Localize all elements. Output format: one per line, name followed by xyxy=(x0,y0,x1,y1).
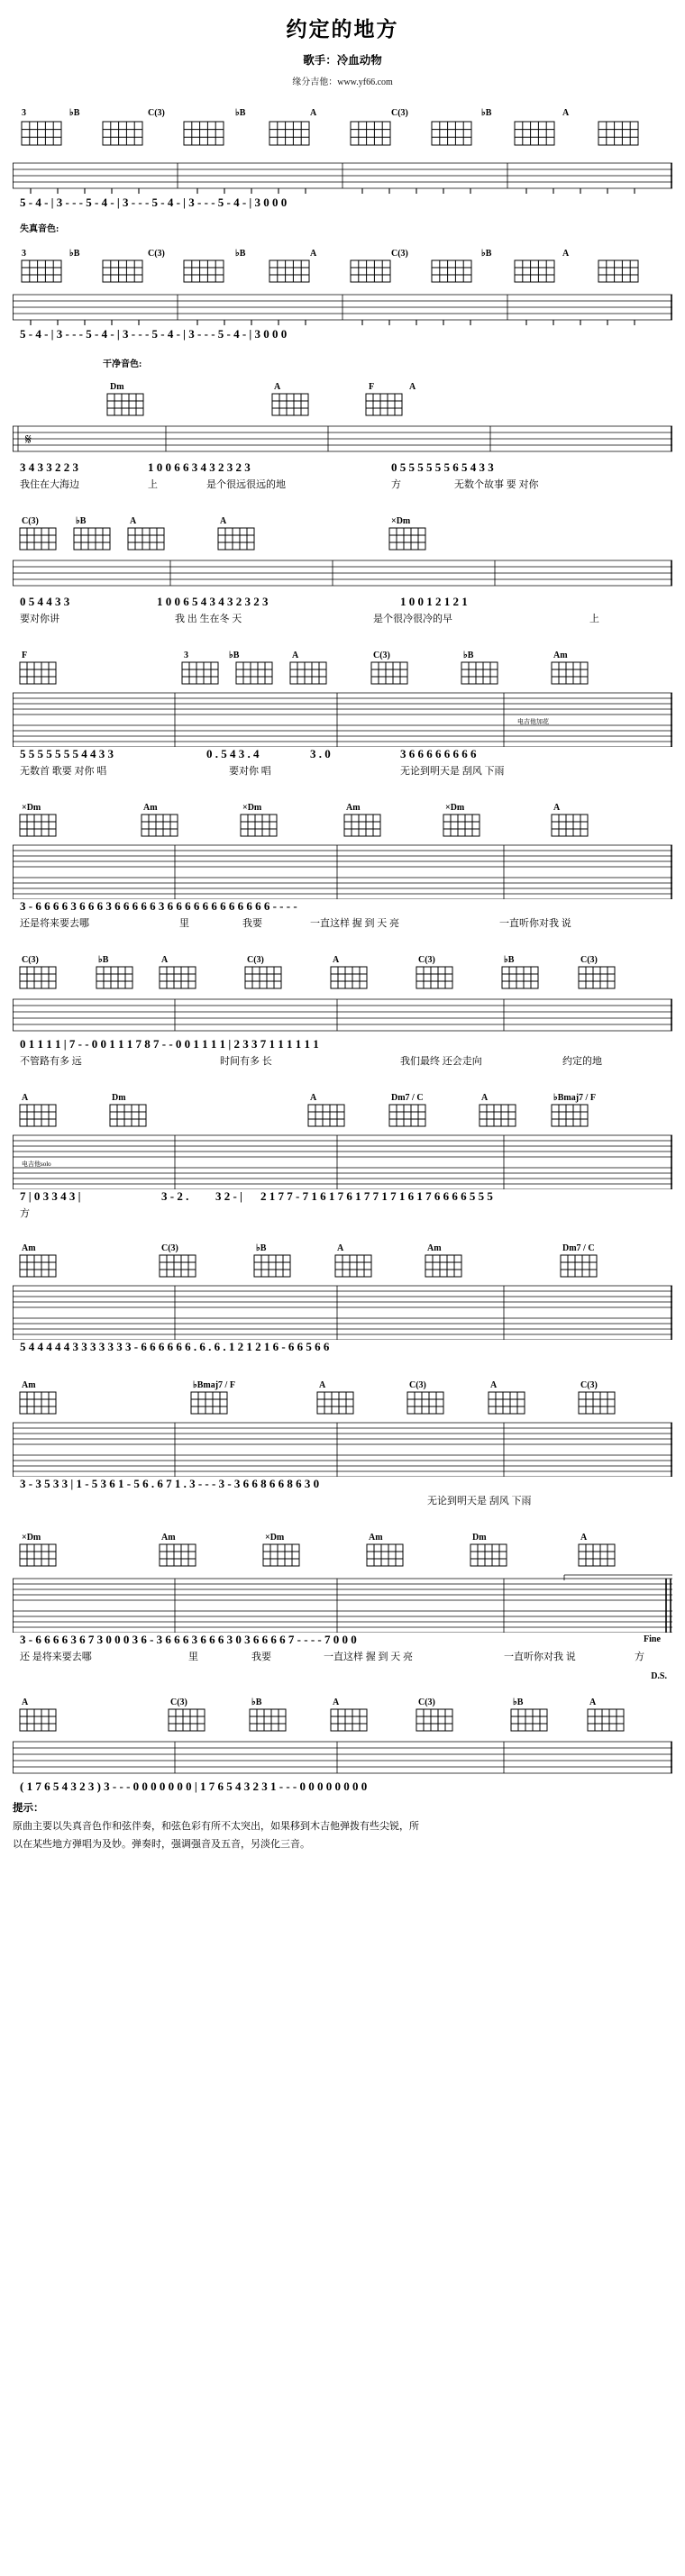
lyric-text: 无数首 歌要 对你 唱 xyxy=(20,766,107,777)
chord-label: ♭B xyxy=(69,108,80,118)
chord-label: C(3) xyxy=(247,955,264,965)
lyric-row xyxy=(13,477,672,492)
lyric-text: 一直听你对我 说 xyxy=(499,918,571,929)
tab-staff xyxy=(13,1738,672,1780)
number-notation-row xyxy=(13,1780,672,1796)
page-title: 约定的地方 xyxy=(286,18,399,41)
chord-label: Am xyxy=(143,803,158,813)
notation-text: 5 - 4 - | 3 - - - 5 - 4 - | 3 - - - 5 - 4 - | 3 - - - 5 - 4 - | 3 0 0 0 xyxy=(20,327,288,341)
chord-label: ♭B xyxy=(256,1243,267,1253)
system-12 xyxy=(13,1673,672,1796)
lyric-text: 上 xyxy=(589,614,599,624)
chord-label: A xyxy=(319,1380,326,1390)
lyric-text: 不管路有多 远 xyxy=(20,1056,82,1067)
sheet-music-page xyxy=(0,13,685,2576)
chord-label: A xyxy=(333,955,340,965)
chord-label: A xyxy=(22,1698,29,1707)
chord-label: C(3) xyxy=(22,516,39,526)
notation-text: 3 - 3 5 3 3 | 1 - 5 3 6 1 - 5 6 . 6 7 1 . 3 - - - 3 - 3 6 6 8 6 6 8 6 3 0 xyxy=(20,1477,320,1490)
lyric-text: 无数个故事 要 对你 xyxy=(454,479,539,490)
chord-label: A xyxy=(310,249,317,259)
chord-label: ×Dm xyxy=(22,803,41,813)
chord-row-9 xyxy=(13,1230,672,1253)
lyric-text: 要对你讲 xyxy=(20,614,59,624)
system-2 xyxy=(13,221,672,343)
chord-label: A xyxy=(490,1380,498,1390)
lyric-text: 里 xyxy=(188,1652,198,1662)
lyric-text: 我要 xyxy=(242,918,262,929)
notation-text: 5 - 4 - | 3 - - - 5 - 4 - | 3 - - - 5 - 4 - | 3 - - - 5 - 4 - | 3 0 0 0 xyxy=(20,196,288,209)
notation-text: 0 5 4 4 3 3 xyxy=(20,595,70,608)
number-notation-row xyxy=(13,595,672,611)
lyric-text: 约定的地 xyxy=(562,1056,602,1067)
chord-label: A xyxy=(562,108,570,118)
chord-label: A xyxy=(22,1093,29,1103)
grand-staff xyxy=(13,1284,672,1340)
chord-label: Dm7 / C xyxy=(391,1093,424,1103)
number-notation-row xyxy=(13,747,672,763)
chord-label: Dm xyxy=(112,1093,126,1103)
chord-label: A xyxy=(580,1533,588,1543)
chord-label: ♭B xyxy=(481,108,492,118)
lyric-row xyxy=(13,915,672,931)
chord-label: C(3) xyxy=(148,108,165,118)
performance-note: 电吉他加花 xyxy=(517,718,549,725)
chord-label: C(3) xyxy=(409,1380,426,1390)
chord-label: C(3) xyxy=(391,249,408,259)
notation-text: 2 1 7 7 - 7 1 6 1 7 6 1 7 7 1 7 1 6 1 7 6 6 6 6 5 5 5 xyxy=(260,1189,493,1203)
lyric-text: 还 是将来要去哪 xyxy=(20,1652,92,1662)
lyric-text: 无论到明天是 刮风 下雨 xyxy=(427,1496,532,1506)
number-notation-row xyxy=(13,1037,672,1053)
chord-diagram-row xyxy=(13,1390,672,1421)
chord-label: ♭B xyxy=(69,249,80,259)
notation-text: 3 . 0 xyxy=(310,747,331,760)
grand-staff xyxy=(13,1573,672,1633)
chord-label: C(3) xyxy=(580,1380,598,1390)
chord-label: Dm7 / C xyxy=(562,1243,595,1253)
lyric-row xyxy=(13,1493,672,1508)
chord-label: C(3) xyxy=(418,955,435,965)
grand-staff xyxy=(13,691,672,747)
chord-label: ×Dm xyxy=(445,803,465,813)
notation-text: 3 - 2 . xyxy=(161,1189,189,1203)
chord-row-8 xyxy=(13,1079,672,1103)
system-4 xyxy=(13,503,672,626)
chord-diagram-row xyxy=(13,526,672,557)
chord-label: ♭B xyxy=(98,955,109,965)
number-notation-row xyxy=(13,460,672,477)
lyric-text: 一直这样 握 到 天 亮 xyxy=(324,1652,413,1662)
chord-label: ×Dm xyxy=(242,803,262,813)
notation-text: 3 6 6 6 6 6 6 6 6 xyxy=(400,747,477,760)
chord-label: ♭Bmaj7 / F xyxy=(553,1093,596,1103)
tips-section xyxy=(13,1801,672,1852)
chord-label: A xyxy=(274,382,281,392)
system-5 xyxy=(13,637,672,778)
chord-label: ♭B xyxy=(504,955,515,965)
lyric-row xyxy=(13,611,672,626)
chord-label: ♭B xyxy=(235,249,246,259)
chord-label: A xyxy=(589,1698,597,1707)
chord-label: A xyxy=(481,1093,489,1103)
lyric-text: 一直听你对我 说 xyxy=(504,1652,576,1662)
chord-label: A xyxy=(292,651,299,660)
chord-label: Am xyxy=(427,1243,442,1253)
tab-staff xyxy=(13,557,672,595)
notation-text: 3 4 3 3 2 2 3 xyxy=(20,460,78,474)
tone-label: 失真音色: xyxy=(20,224,59,234)
chord-label: Am xyxy=(22,1243,36,1253)
chord-label: ♭B xyxy=(229,651,240,660)
chord-label: A xyxy=(333,1698,340,1707)
number-notation-row xyxy=(13,1633,672,1649)
lyric-text: 是个很远很远的地 xyxy=(206,479,286,490)
lyric-text: 我住在大海边 xyxy=(20,479,79,490)
tone-label: 干净音色: xyxy=(103,360,142,369)
system-10 xyxy=(13,1367,672,1508)
chord-diagram-row xyxy=(13,1543,672,1573)
chord-row-10 xyxy=(13,1367,672,1390)
lyric-text: 里 xyxy=(179,918,189,929)
chord-label: F xyxy=(22,651,28,660)
lyric-row xyxy=(13,763,672,778)
lyric-text: 我们最终 还会走向 xyxy=(400,1056,482,1067)
chord-label: ♭B xyxy=(76,516,87,526)
chord-label: ♭B xyxy=(481,249,492,259)
chord-label: Am xyxy=(553,651,568,660)
tips-line: 原曲主要以失真音色作和弦伴奏，和弦色彩有所不太突出，如果移到木吉他弹拨有些尖锐，所 xyxy=(13,1821,419,1832)
chord-label: C(3) xyxy=(170,1698,187,1707)
chord-label: A xyxy=(130,516,137,526)
chord-label: A xyxy=(409,382,416,392)
chord-diagram-row xyxy=(13,1707,672,1738)
chord-diagram-row xyxy=(13,118,672,159)
lyric-text: 我 出 生在冬 天 xyxy=(175,614,242,624)
chord-label: Am xyxy=(369,1533,383,1543)
notation-text: 7 | 0 3 3 4 3 | xyxy=(20,1189,81,1203)
grand-staff xyxy=(13,843,672,899)
artist-line: 歌手：冷血动物 xyxy=(303,54,382,67)
number-notation-row xyxy=(13,1477,672,1493)
notation-text: 1 0 0 1 2 1 2 1 xyxy=(400,595,468,608)
chord-diagram-row xyxy=(13,813,672,843)
grand-staff xyxy=(13,1133,672,1189)
chord-label: C(3) xyxy=(373,651,390,660)
tab-staff xyxy=(13,159,672,196)
system-9 xyxy=(13,1230,672,1356)
lyric-text: 我要 xyxy=(251,1652,271,1662)
chord-label: A xyxy=(337,1243,344,1253)
lyric-text: 还是将来要去哪 xyxy=(20,918,89,929)
chord-label: 3 xyxy=(184,651,188,660)
chord-row-7 xyxy=(13,942,672,965)
lyric-text: 一直这样 握 到 天 亮 xyxy=(310,918,399,929)
number-notation-row xyxy=(13,1189,672,1206)
chord-label: A xyxy=(310,108,317,118)
chord-label: ♭B xyxy=(235,108,246,118)
tab-staff xyxy=(13,291,672,327)
chord-row-4 xyxy=(13,503,672,526)
lyric-text: 是个很冷很冷的早 xyxy=(373,614,452,624)
notation-text: 0 5 5 5 5 5 5 6 5 4 3 3 xyxy=(391,460,494,474)
chord-diagram-row xyxy=(13,1103,672,1133)
ds-marking: D.S. xyxy=(651,1671,667,1681)
number-notation-row xyxy=(13,327,672,343)
chord-label: C(3) xyxy=(418,1698,435,1707)
chord-label: C(3) xyxy=(148,249,165,259)
notation-text: 3 - 6 6 6 6 3 6 7 3 0 0 0 3 6 - 3 6 6 6 3 6 6 6 3 0 3 6 6 6 6 7 - - - - 7 0 0 0 xyxy=(20,1633,357,1646)
tips-heading: 提示： xyxy=(13,1803,44,1814)
lyric-text: 方 xyxy=(20,1208,30,1219)
chord-label: ♭B xyxy=(463,651,474,660)
fine-marking: Fine xyxy=(644,1634,661,1644)
notation-text: 5 4 4 4 4 4 3 3 3 3 3 3 3 - 6 6 6 6 6 6 . 6 . 6 . 1 2 1 2 1 6 - 6 6 5 6 6 xyxy=(20,1340,330,1353)
notation-text: 5 5 5 5 5 5 5 4 4 3 3 xyxy=(20,747,114,760)
chord-diagram-row xyxy=(13,392,672,423)
chord-row-5 xyxy=(13,637,672,660)
site-credit: 缘分吉他：www.yf66.com xyxy=(292,77,393,87)
chord-label: ×Dm xyxy=(22,1533,41,1543)
notation-text: 3 - 6 6 6 6 3 6 6 6 3 6 6 6 6 6 3 6 6 6 6 6 6 6 6 6 6 6 6 - - - - xyxy=(20,899,297,913)
lyric-text: 方 xyxy=(391,479,401,490)
segno-icon: 𝄋 xyxy=(25,431,32,448)
system-11 xyxy=(13,1519,672,1664)
chord-label: ×Dm xyxy=(391,516,411,526)
chord-label: 3 xyxy=(22,108,26,118)
chord-label: C(3) xyxy=(580,955,598,965)
lyric-text: 方 xyxy=(635,1652,644,1662)
chord-row-1 xyxy=(13,95,672,118)
chord-label: C(3) xyxy=(22,955,39,965)
chord-label: ♭B xyxy=(513,1698,524,1707)
notation-text: 1 0 0 6 5 4 3 4 3 2 3 2 3 xyxy=(157,595,269,608)
chord-label: ♭B xyxy=(251,1698,262,1707)
chord-label: C(3) xyxy=(161,1243,178,1253)
number-notation-row xyxy=(13,1340,672,1356)
tab-staff xyxy=(13,423,672,460)
chord-label: Am xyxy=(161,1533,176,1543)
lyric-text: 无论到明天是 刮风 下雨 xyxy=(400,766,505,777)
chord-label: A xyxy=(562,249,570,259)
notation-text: ( 1 7 6 5 4 3 2 3 ) 3 - - - 0 0 0 0 0 0 0 | 1 7 6 5 4 3 2 3 1 - - - 0 0 0 0 0 0 0 0 xyxy=(20,1780,368,1793)
chord-label: A xyxy=(553,803,561,813)
performance-note: 电吉他solo xyxy=(22,1161,51,1168)
chord-diagram-row xyxy=(13,660,672,691)
chord-label: ×Dm xyxy=(265,1533,285,1543)
chord-row-12 xyxy=(13,1684,672,1707)
lyric-row xyxy=(13,1649,672,1664)
chord-label: A xyxy=(220,516,227,526)
number-notation-row xyxy=(13,899,672,915)
system-3 xyxy=(13,356,672,492)
system-1 xyxy=(13,95,672,212)
chord-label: Dm xyxy=(472,1533,487,1543)
chord-row-6 xyxy=(13,789,672,813)
chord-row-2 xyxy=(13,235,672,259)
grand-staff xyxy=(13,1421,672,1477)
chord-label: Am xyxy=(346,803,361,813)
notation-text: 3 2 - | xyxy=(215,1189,242,1203)
tips-line: 以在某些地方弹唱为及妙。弹奏时，强调强音及五音，另淡化三音。 xyxy=(13,1839,310,1850)
chord-diagram-row xyxy=(13,1253,672,1284)
chord-label: Am xyxy=(22,1380,36,1390)
chord-label: A xyxy=(310,1093,317,1103)
chord-label: Dm xyxy=(110,382,124,392)
chord-row-3 xyxy=(13,369,672,392)
notation-text: 1 0 0 6 6 3 4 3 2 3 2 3 xyxy=(148,460,251,474)
lyric-text: 要对你 唱 xyxy=(229,766,271,777)
lyric-text: 上 xyxy=(148,479,158,490)
chord-label: F xyxy=(369,382,375,392)
chord-diagram-row xyxy=(13,259,672,291)
lyric-row xyxy=(13,1053,672,1069)
notation-text: 0 1 1 1 1 | 7 - - 0 0 1 1 1 7 8 7 - - 0 0 1 1 1 1 | 2 3 3 7 1 1 1 1 1 1 xyxy=(20,1037,319,1051)
notation-text: 0 . 5 4 3 . 4 xyxy=(206,747,260,760)
number-notation-row xyxy=(13,196,672,212)
chord-label: ♭Bmaj7 / F xyxy=(193,1380,235,1390)
tab-staff xyxy=(13,996,672,1037)
chord-label: A xyxy=(161,955,169,965)
chord-label: C(3) xyxy=(391,108,408,118)
chord-row-11 xyxy=(13,1519,672,1543)
system-7 xyxy=(13,942,672,1069)
system-6 xyxy=(13,789,672,931)
chord-label: 3 xyxy=(22,249,26,259)
lyric-row xyxy=(13,1206,672,1221)
lyric-text: 时间有多 长 xyxy=(220,1056,272,1067)
chord-diagram-row xyxy=(13,965,672,996)
system-8 xyxy=(13,1079,672,1221)
